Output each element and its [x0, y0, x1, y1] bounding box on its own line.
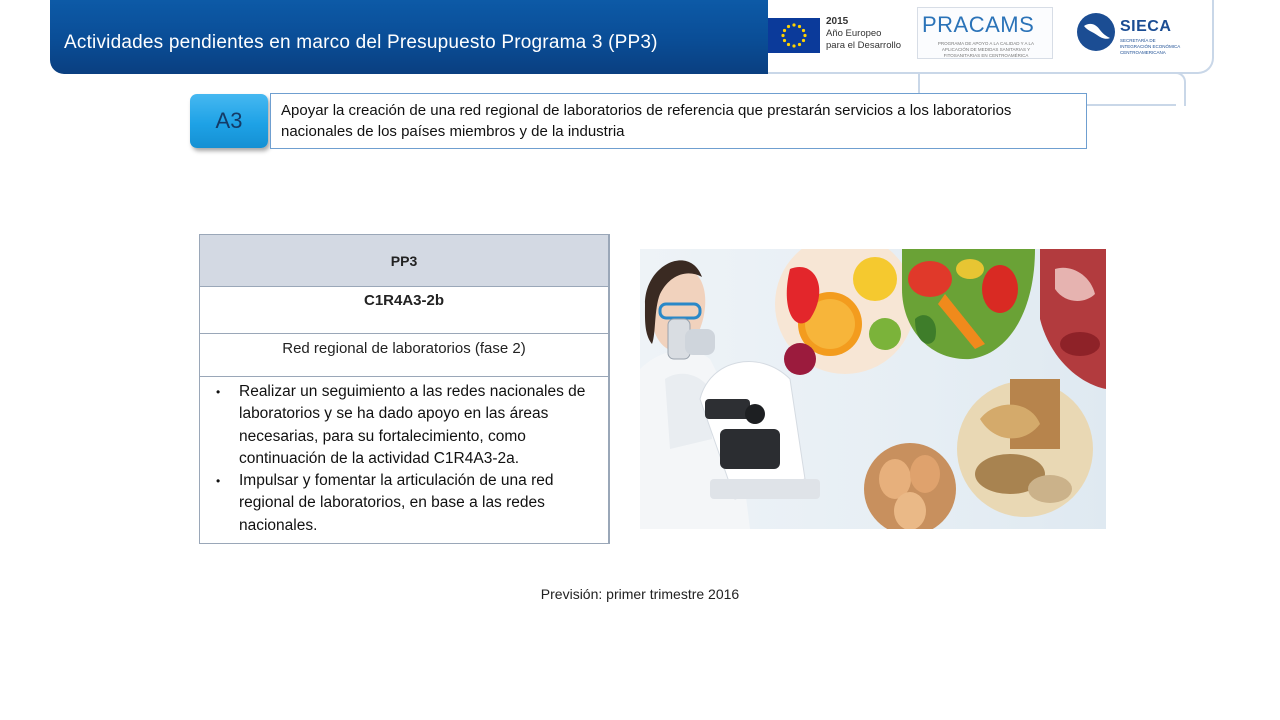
table-activity-code: C1R4A3-2b: [200, 287, 608, 334]
header-banner: [50, 0, 768, 74]
activity-description: Apoyar la creación de una red regional de laboratorios de referencia que prestarán servicios a los laboratorios nacionales de los países miembros y de la industria: [270, 93, 1087, 149]
forecast-text: Previsión: primer trimestre 2016: [540, 586, 740, 602]
bullet-item: • Realizar un seguimiento a las redes nacionales de laboratorios y se ha dado apoyo en las áreas necesarias, para su fortalecimiento, como continuación de la actividad C1R4A3-2a.: [216, 381, 598, 470]
activity-table: [199, 234, 610, 544]
eu-flag-icon: [768, 18, 820, 53]
sieca-logo-text: SIECA: [1120, 18, 1172, 35]
table-bullet-cell: [200, 377, 608, 537]
bullet-list: [216, 381, 598, 537]
meat-figure: [1040, 249, 1106, 389]
table-header: PP3: [200, 235, 608, 287]
eu-logo-text: 2015 Año Europeo para el Desarrollo: [826, 16, 901, 51]
fruits-figure: [775, 249, 915, 375]
sieca-globe-icon: [1076, 12, 1116, 52]
vegetables-figure: [902, 249, 1035, 359]
eggs-figure: [864, 443, 956, 529]
activity-code-badge: A3: [190, 94, 268, 148]
table-activity-title: Red regional de laboratorios (fase 2): [200, 334, 608, 377]
bread-grains-figure: [957, 379, 1093, 517]
laboratory-food-image: [640, 249, 1106, 529]
pracams-logo: PRACAMS PROGRAMA DE APOYO A LA CALIDAD Y A LA APLICACIÓN DE MEDIDAS SANITARIAS Y FITOSANITARIAS EN CENTROAMÉRICA: [917, 7, 1053, 59]
decorative-line: [1174, 72, 1186, 106]
page-title: Actividades pendientes en marco del Presupuesto Programa 3 (PP3): [64, 32, 658, 53]
bullet-item: • Impulsar y fomentar la articulación de una red regional de laboratorios, en base a las redes nacionales.: [216, 470, 598, 537]
sieca-logo-subtitle: SECRETARÍA DE INTEGRACIÓN ECONÓMICA CENTROAMERICANA: [1120, 38, 1181, 55]
